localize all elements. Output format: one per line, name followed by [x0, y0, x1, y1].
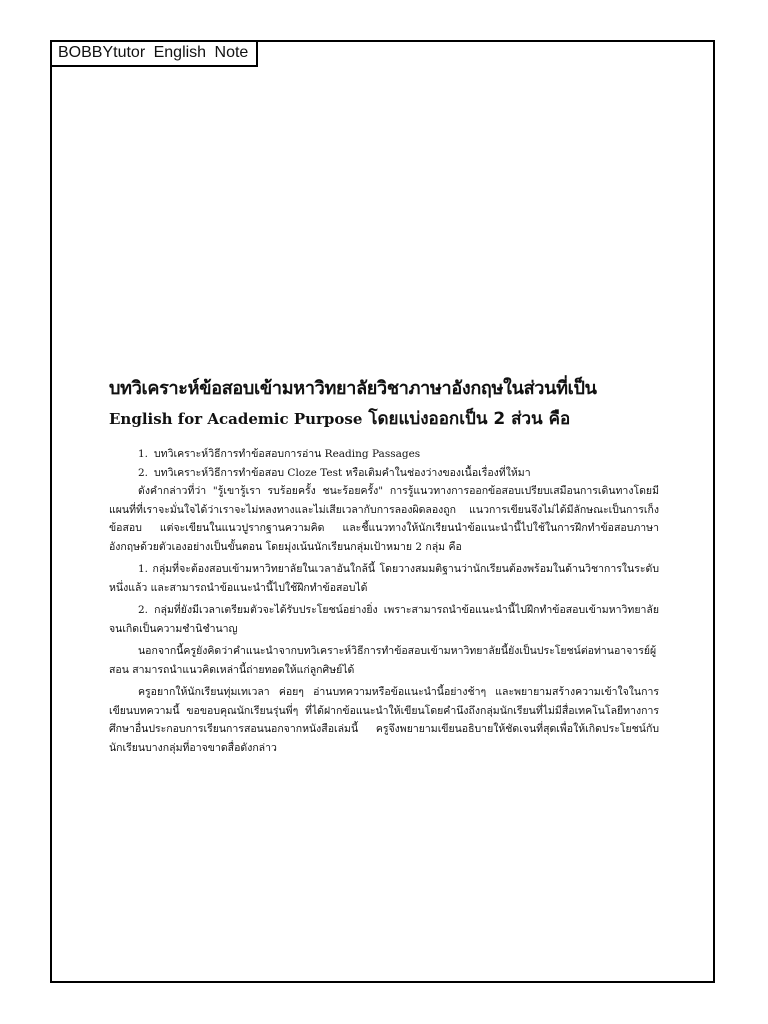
list-item-number: 2.: [138, 466, 149, 479]
document-body: [109, 445, 659, 757]
paragraph-closing: ครูอยากให้นักเรียนทุ่มเทเวลา ค่อยๆ อ่านบทความหรือข้อแนะนำนี้อย่างช้าๆ และพยายามสร้างความเข้าใจในการเขียนบทความนี้ ขอขอบคุณนักเรียนรุ่นพี่ๆ ที่ได้ฝากข้อแนะนำให้เขียนโดยคำนึงถึงกลุ่มนักเรียนที่ไม่มีสื่อเทคโนโลยีทางการศึกษาอื่นประกอบการเรียนการสอนนอกจากหนังสือเล่มนี้ ครูจึงพยายามเขียนอธิบายให้ชัดเจนที่สุดเพื่อให้เกิดประโยชน์กับนักเรียนบางกลุ่มที่อาจขาดสื่อดังกล่าว: [109, 686, 659, 754]
title-line-2: [109, 404, 699, 434]
header-label: BOBBYtutor English Note: [50, 40, 258, 67]
list-item: [109, 445, 659, 464]
paragraph-group-2: 2. กลุ่มที่ยังมีเวลาเตรียมตัวจะได้รับประโยชน์อย่างยิ่ง เพราะสามารถนำข้อแนะนำนี้ไปฝึกทำข้อสอบเข้ามหาวิทยาลัยจนเกิดเป็นความชำนิชำนาญ: [109, 604, 659, 635]
title-line-1: บทวิเคราะห์ข้อสอบเข้ามหาวิทยาลัยวิชาภาษาอังกฤษในส่วนที่เป็น: [109, 378, 597, 399]
title-thai-part: โดยแบ่งออกเป็น 2 ส่วน คือ: [362, 409, 571, 429]
paragraph-teachers: นอกจากนี้ครูยังคิดว่าคำแนะนำจากบทวิเคราะห์วิธีการทำข้อสอบเข้ามหาวิทยาลัยนี้ยังเป็นประโยชน์ต่อท่านอาจารย์ผู้สอน สามารถนำแนวคิดเหล่านี้ถ่ายทอดให้แก่ลูกศิษย์ได้: [109, 645, 657, 676]
list-item: [109, 464, 659, 483]
list-item-text: บทวิเคราะห์วิธีการทำข้อสอบ Cloze Test หรือเติมคำในช่องว่างของเนื้อเรื่องที่ให้มา: [154, 466, 531, 479]
paragraph-group-1: 1. กลุ่มที่จะต้องสอบเข้ามหาวิทยาลัยในเวลาอันใกล้นี้ โดยวางสมมติฐานว่านักเรียนต้องพร้อมในด้านวิชาการในระดับหนึ่งแล้ว และสามารถนำข้อแนะนำนี้ไปใช้ฝึกทำข้อสอบได้: [109, 563, 659, 594]
title-english-part: English for Academic Purpose: [109, 410, 363, 428]
paragraph-intro: ดังคำกล่าวที่ว่า "รู้เขารู้เรา รบร้อยครั้ง ชนะร้อยครั้ง" การรู้แนวทางการออกข้อสอบเปรียบเสมือนการเดินทางโดยมีแผนที่ที่เราจะมั่นใจได้ว่าเราจะไม่หลงทางและไม่เสียเวลากับการลองผิดลองถูก แนวการเขียนจึงไม่ได้มีลักษณะเป็นการเก็งข้อสอบ แต่จะเขียนในแนวปูรากฐานความคิด และชี้แนวทางให้นักเรียนนำข้อแนะนำนี้ไปใช้ในการฝึกทำข้อสอบภาษาอังกฤษด้วยตัวเองอย่างเป็นขั้นตอน โดยมุ่งเน้นนักเรียนกลุ่มเป้าหมาย 2 กลุ่ม คือ: [109, 485, 659, 553]
list-item-text: บทวิเคราะห์วิธีการทำข้อสอบการอ่าน Reading Passages: [154, 448, 421, 460]
list-item-number: 1.: [138, 448, 149, 460]
title-block: [109, 374, 699, 434]
